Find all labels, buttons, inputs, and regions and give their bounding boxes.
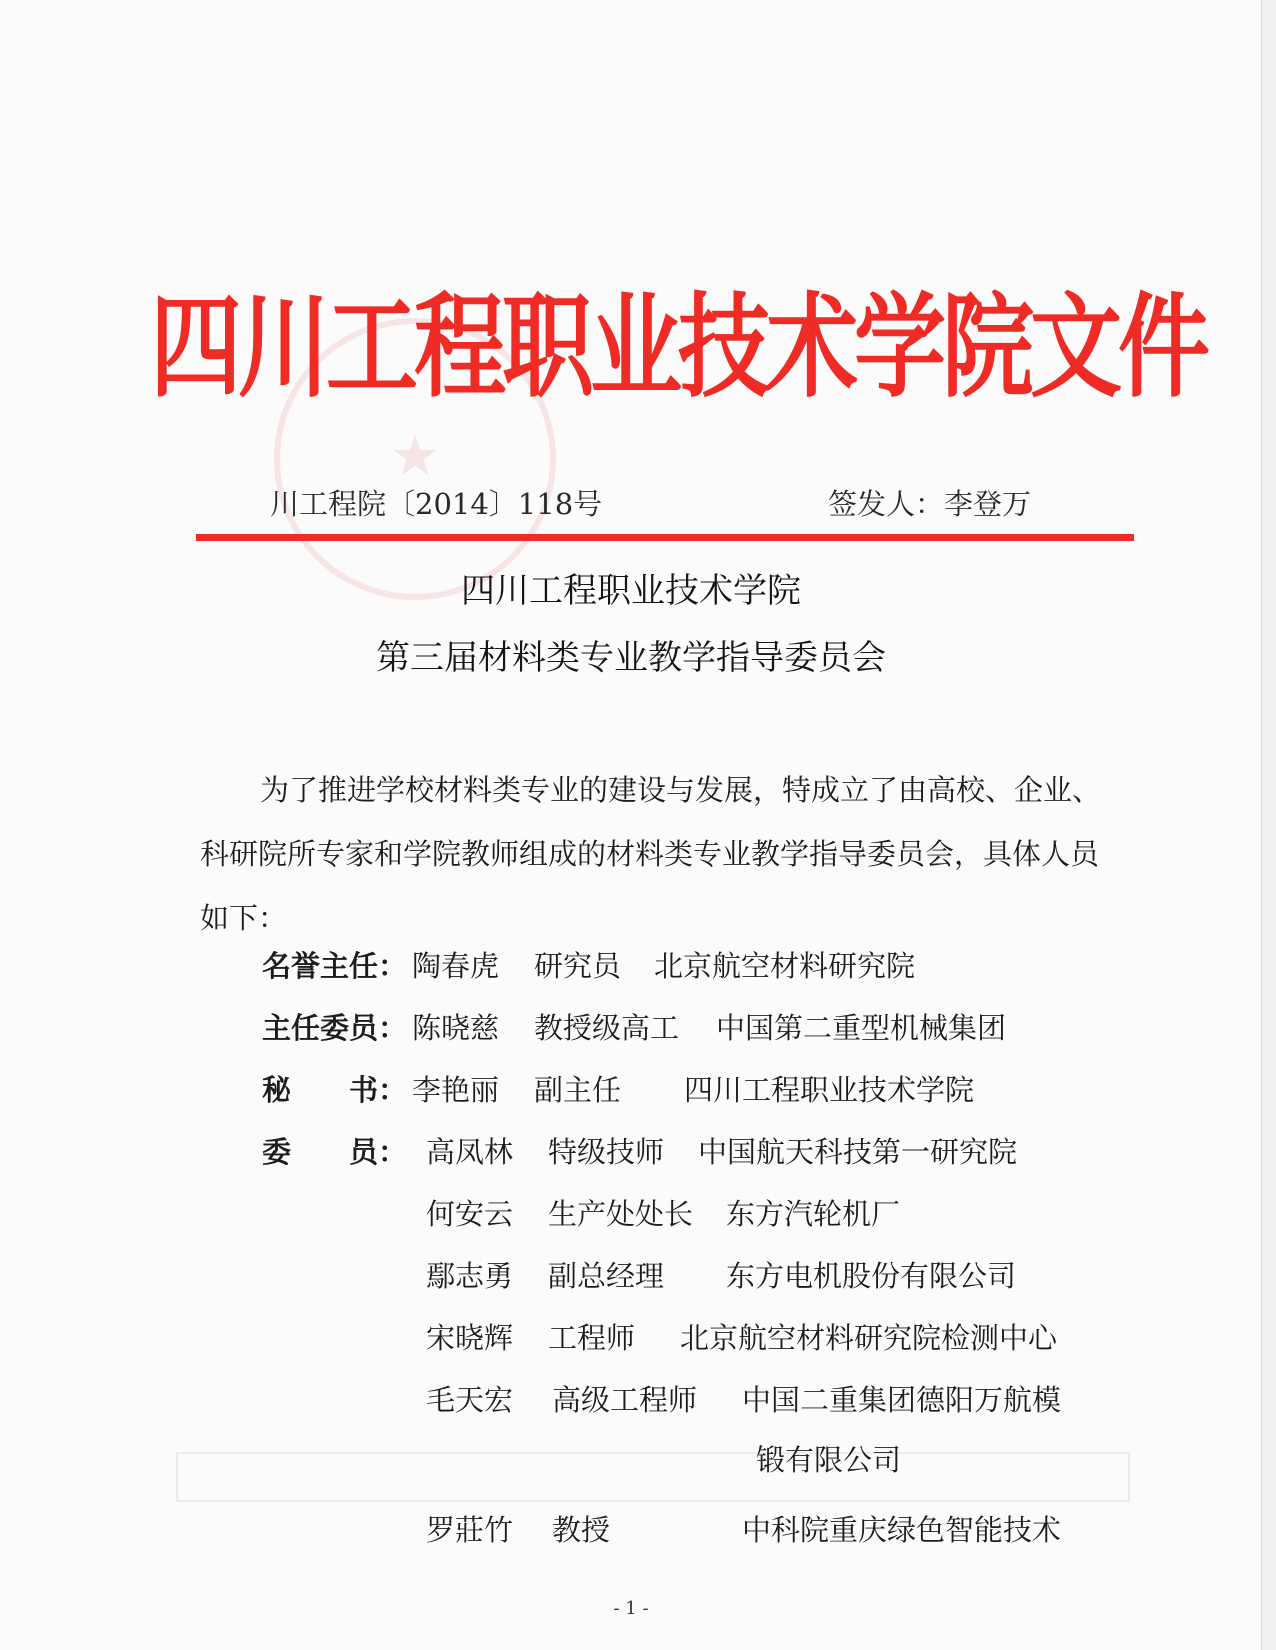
member-title: 研究员 [534, 949, 622, 983]
member-org: 四川工程职业技术学院 [684, 1073, 975, 1107]
member-org: 东方汽轮机厂 [726, 1197, 901, 1231]
bleed-through-box [176, 1452, 1130, 1502]
notice-title-line2: 第三届材料类专业教学指导委员会 [376, 638, 886, 678]
member-org-continuation: 锻有限公司 [756, 1443, 902, 1477]
seal-star-icon: ★ [390, 424, 441, 489]
role-label: 委 员： [262, 1135, 408, 1169]
role-label: 秘 书： [262, 1073, 408, 1107]
body-paragraph [200, 758, 1118, 950]
member-name: 罗莊竹 [426, 1513, 514, 1547]
document-number: 川工程院〔2014〕118号 [270, 487, 603, 521]
member-org: 东方电机股份有限公司 [726, 1259, 1017, 1293]
member-title: 特级技师 [548, 1135, 665, 1169]
member-title: 高级工程师 [552, 1383, 698, 1417]
member-name: 何安云 [426, 1197, 514, 1231]
member-name: 李艳丽 [412, 1073, 500, 1107]
member-org: 北京航空材料研究院 [654, 949, 916, 983]
member-name: 宋晓辉 [426, 1321, 514, 1355]
member-org: 北京航空材料研究院检测中心 [680, 1321, 1058, 1355]
member-org: 中国航天科技第一研究院 [698, 1135, 1018, 1169]
issuer [828, 482, 1031, 523]
role-label: 名誉主任： [262, 949, 408, 983]
notice-title-line1: 四川工程职业技术学院 [461, 571, 801, 611]
member-title: 教授级高工 [534, 1011, 680, 1045]
member-org: 中科院重庆绿色智能技术 [742, 1513, 1062, 1547]
role-label: 主任委员： [262, 1011, 408, 1045]
member-title: 教授 [552, 1513, 611, 1547]
red-divider-line [196, 534, 1134, 541]
member-org: 中国第二重型机械集团 [716, 1011, 1007, 1045]
issuer-label: 签发人： [828, 487, 945, 521]
member-name: 鄢志勇 [426, 1259, 514, 1293]
member-name: 陈晓慈 [412, 1011, 500, 1045]
member-org: 中国二重集团德阳万航模 [742, 1383, 1062, 1417]
body-paragraph-text: 为了推进学校材料类专业的建设与发展，特成立了由高校、企业、科研院所专家和学院教师组成的材料类专业教学指导委员会，具体人员如下： [200, 773, 1102, 935]
member-title: 副总经理 [548, 1259, 665, 1293]
member-name: 高凤林 [426, 1135, 514, 1169]
member-title: 工程师 [548, 1321, 636, 1355]
page-number: - 1 - [613, 1598, 649, 1619]
member-name: 陶春虎 [412, 949, 500, 983]
scan-edge [1261, 0, 1276, 1650]
member-name: 毛天宏 [426, 1383, 514, 1417]
member-title: 生产处处长 [548, 1197, 694, 1231]
member-title: 副主任 [534, 1073, 622, 1107]
document-header-title: 四川工程职业技术学院文件 [150, 281, 1207, 413]
issuer-name: 李登万 [944, 487, 1032, 521]
